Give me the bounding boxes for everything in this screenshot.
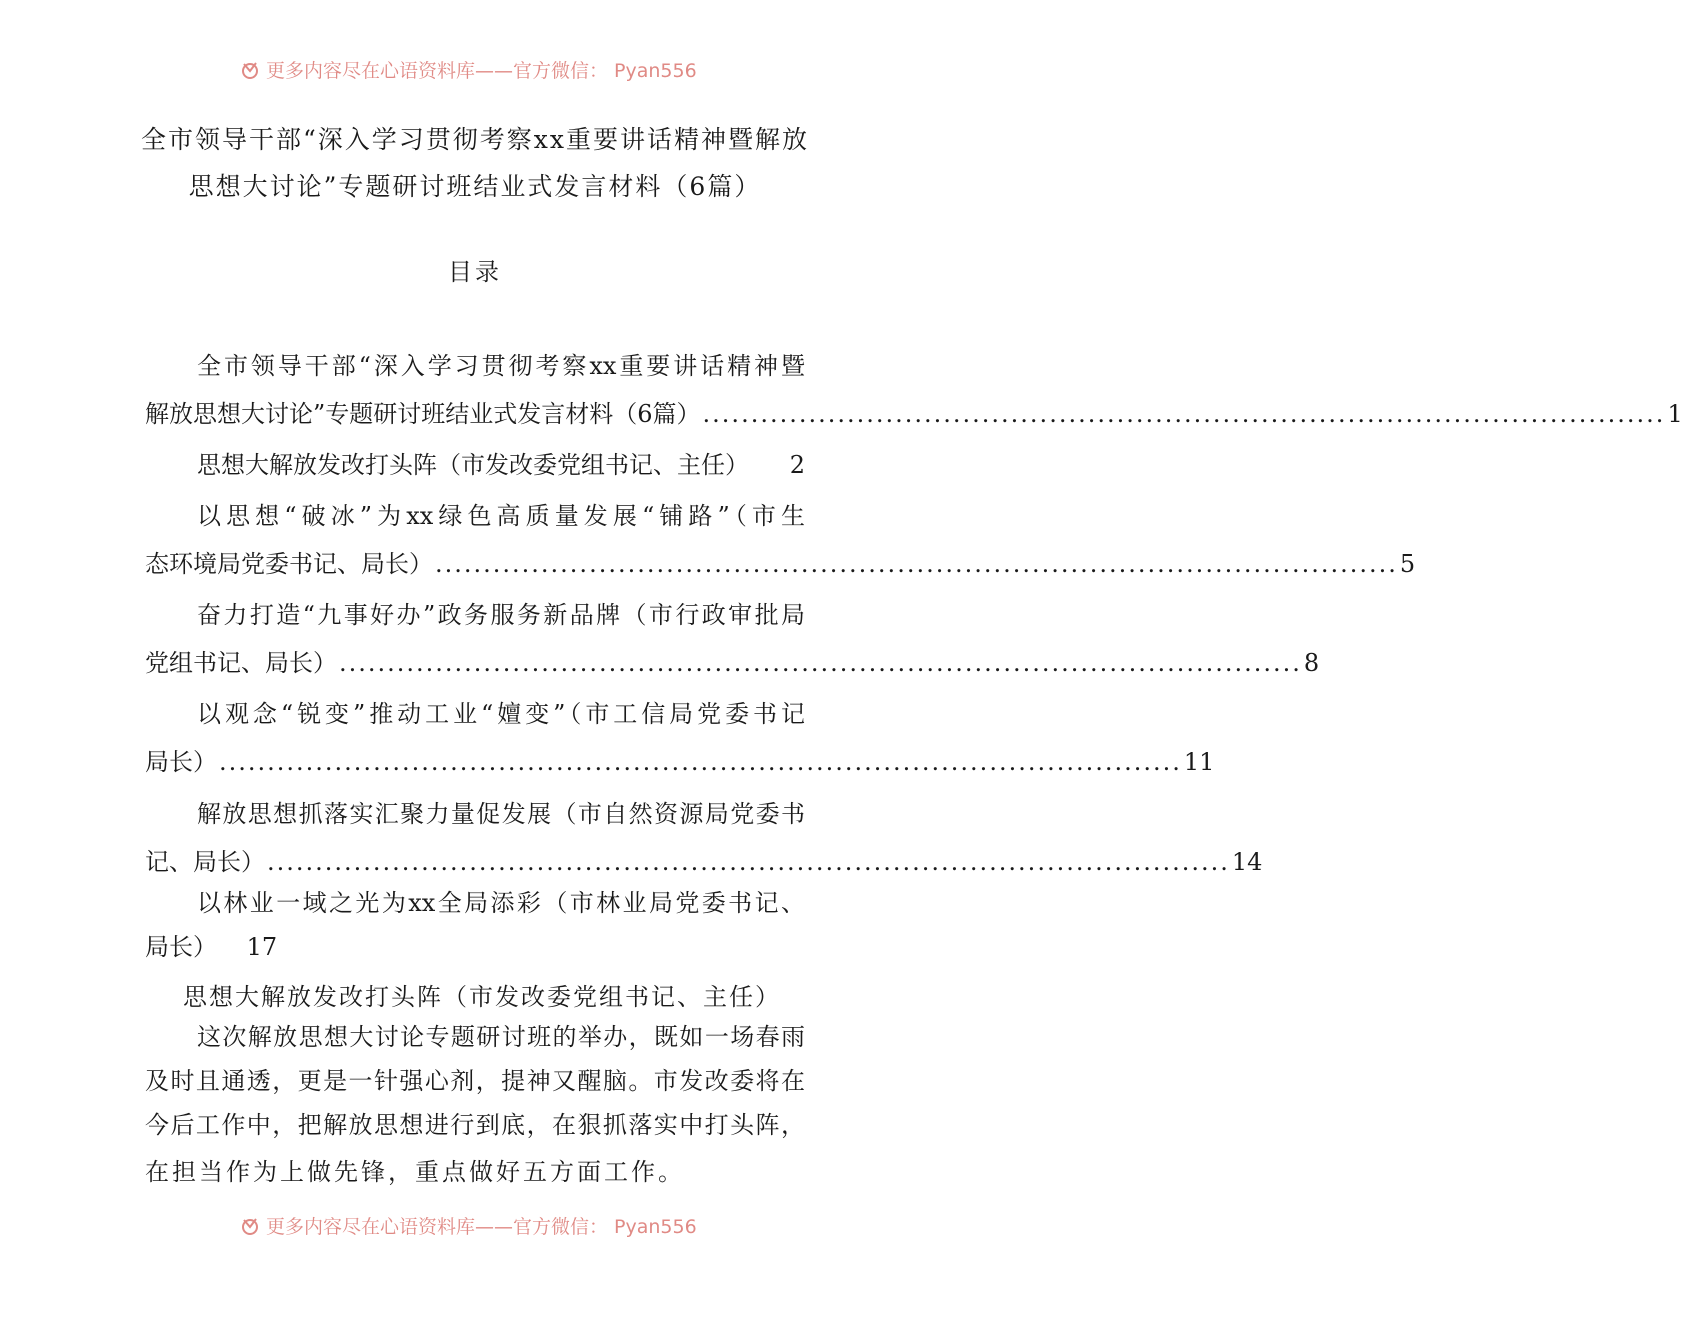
section-heading: 思想大解放发改打头阵（市发改委党组书记、主任） bbox=[183, 983, 781, 1011]
watermark-logo-icon bbox=[240, 60, 260, 80]
toc-entry-6-line-2 bbox=[145, 845, 1263, 879]
toc-entry-6-page: 14 bbox=[1231, 848, 1263, 876]
toc-entry-5-line-2 bbox=[145, 745, 1215, 779]
toc-entry-4-line-1: 奋力打造“九事好办”政务服务新品牌（市行政审批局 bbox=[197, 601, 805, 629]
watermark-logo-icon bbox=[240, 1216, 260, 1236]
toc-entry-1-page: 1 bbox=[1667, 400, 1683, 428]
toc-leader-dots: .................................................................................................... bbox=[702, 400, 1666, 428]
top-watermark bbox=[0, 60, 950, 90]
toc-leader-dots: .................................................................................................... bbox=[267, 848, 1230, 876]
toc-entry-7-line-1: 以林业一域之光为xx全局添彩（市林业局党委书记、 bbox=[197, 889, 805, 917]
toc-leader-dots: .................................................................................................... bbox=[435, 550, 1398, 578]
toc-entry-5-page: 11 bbox=[1183, 748, 1215, 776]
toc-entry-6-text: 记、局长） bbox=[145, 848, 265, 876]
toc-entry-1-text: 解放思想大讨论”专题研讨班结业式发言材料（6篇） bbox=[145, 400, 701, 428]
bottom-watermark bbox=[0, 1208, 950, 1238]
toc-entry-4-page: 8 bbox=[1303, 649, 1320, 677]
toc-leader-dots: .................................................................................................... bbox=[219, 748, 1182, 776]
toc-entry-3-page: 5 bbox=[1399, 550, 1416, 578]
toc-entry-7-line-2 bbox=[145, 930, 805, 964]
toc-entry-7-page: 17 bbox=[246, 933, 278, 961]
toc-heading: 目录 bbox=[448, 258, 502, 286]
toc-leader-dots: .................................................................................................... bbox=[339, 649, 1302, 677]
document-title-line-1: 全市领导干部“深入学习贯彻考察xx重要讲话精神暨解放 bbox=[141, 125, 809, 154]
toc-entry-2-page: 2 bbox=[789, 451, 805, 479]
toc-entry-6-line-1: 解放思想抓落实汇聚力量促发展（市自然资源局党委书 bbox=[197, 800, 805, 828]
toc-entry-7-text: 局长） bbox=[145, 933, 217, 961]
document-title-line-2: 思想大讨论”专题研讨班结业式发言材料（6篇） bbox=[188, 172, 762, 201]
toc-entry-5-line-1: 以观念“锐变”推动工业“嬗变”（市工信局党委书记 bbox=[197, 700, 805, 728]
toc-entry-3-line-2 bbox=[145, 547, 1416, 581]
toc-entry-5-text: 局长） bbox=[145, 748, 217, 776]
paragraph-line-4: 在担当作为上做先锋，重点做好五方面工作。 bbox=[145, 1158, 685, 1186]
toc-entry-1-line-2 bbox=[145, 397, 1683, 431]
toc-entry-4-text: 党组书记、局长） bbox=[145, 649, 337, 677]
toc-entry-1-line-1: 全市领导干部“深入学习贯彻考察xx重要讲话精神暨 bbox=[197, 352, 805, 380]
toc-entry-4-line-2 bbox=[145, 646, 1320, 680]
toc-entry-3-text: 态环境局党委书记、局长） bbox=[145, 550, 433, 578]
paragraph-line-2: 及时且通透，更是一针强心剂，提神又醒脑。市发改委将在 bbox=[145, 1067, 805, 1095]
toc-entry-2 bbox=[197, 448, 805, 482]
toc-entry-3-line-1: 以思想“破冰”为xx绿色高质量发展“铺路”（市生 bbox=[197, 502, 805, 530]
watermark-text: 更多内容尽在心语资料库——官方微信： Pyan556 bbox=[266, 1216, 697, 1238]
paragraph-line-3: 今后工作中，把解放思想进行到底，在狠抓落实中打头阵， bbox=[145, 1111, 805, 1139]
paragraph-line-1: 这次解放思想大讨论专题研讨班的举办，既如一场春雨 bbox=[197, 1023, 805, 1051]
toc-entry-2-text: 思想大解放发改打头阵（市发改委党组书记、主任） bbox=[197, 451, 749, 479]
watermark-text: 更多内容尽在心语资料库——官方微信： Pyan556 bbox=[266, 60, 697, 82]
